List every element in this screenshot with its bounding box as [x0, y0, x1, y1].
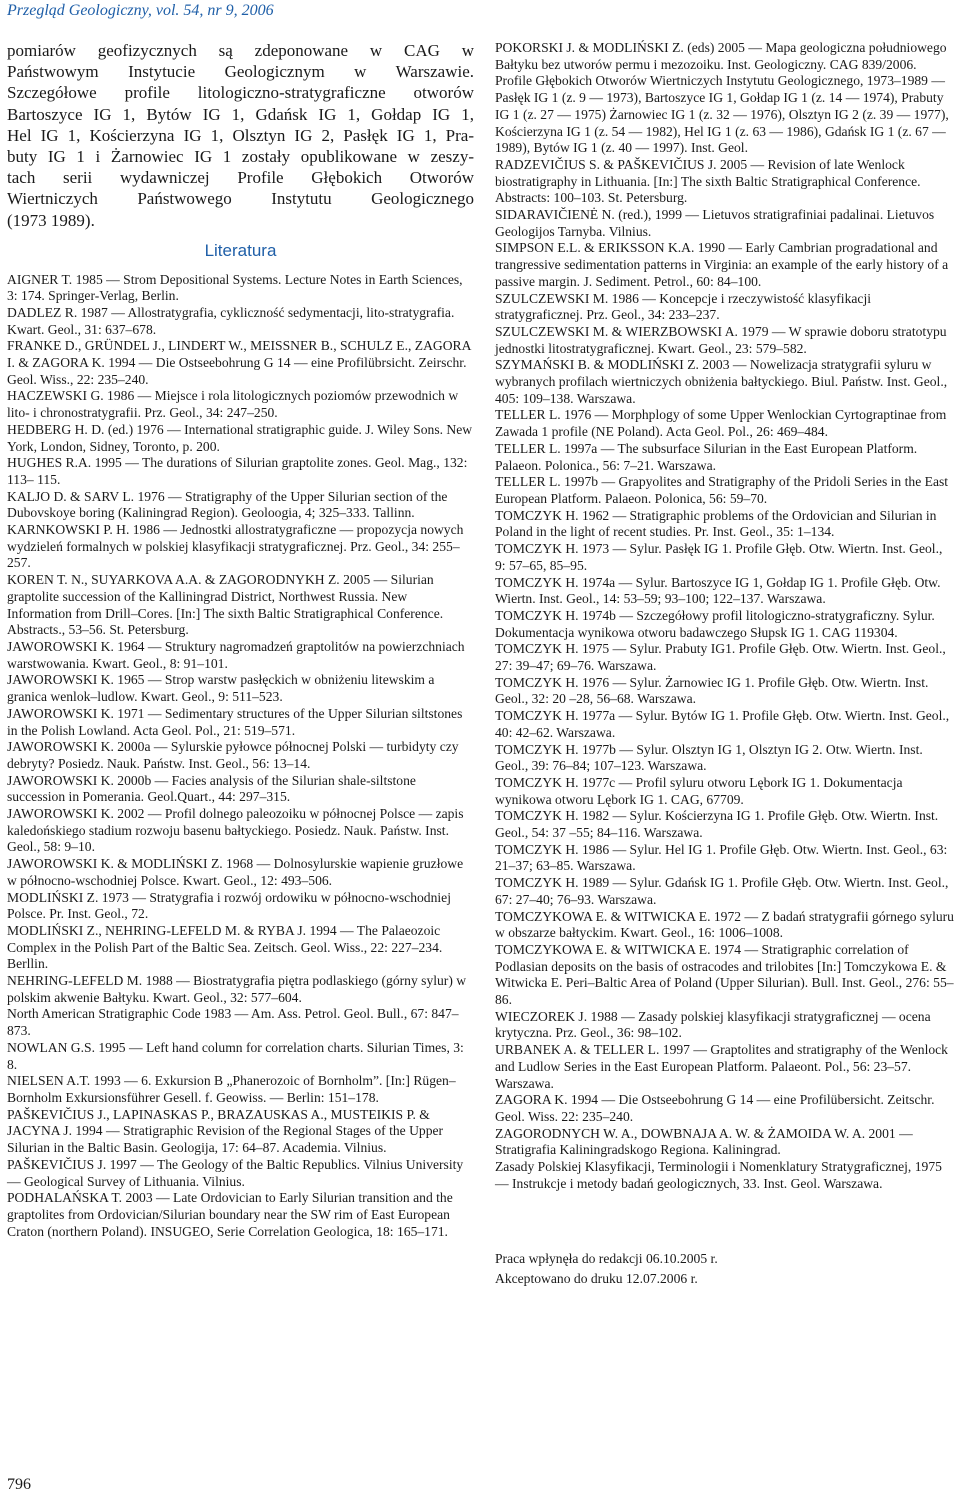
intro-line: buty IG 1 i Żarnowiec IG 1 zostały opublikowane w zeszy-: [7, 147, 474, 167]
running-header: Przegląd Geologiczny, vol. 54, nr 9, 2006: [7, 2, 274, 19]
reference-entry: JAWOROWSKI K. 2000a — Sylurskie pyłowce północnej Polski — turbidyty czy debryty? Posiedz. Nauk. Państw. Inst. Geol., 56: 13–14.: [7, 739, 459, 771]
intro-line: Wiertniczych Państwowego Instytutu Geologicznego: [7, 189, 474, 209]
reference-entry: KALJO D. & SARV L. 1976 — Stratigraphy of the Upper Silurian section of the Dubovskoye boring (Kaliningrad Region). Geoloogia, 4; 325–333. Tallinn.: [7, 488, 448, 521]
reference-entry: TOMCZYKOWA E. & WITWICKA E. 1972 — Z badań stratygrafii górnego syluru w obszarze bałtyckim. Kwart. Geol., 16: 1006–1008.: [495, 908, 954, 941]
reference-entry: SZULCZEWSKI M. 1986 — Koncepcje i rzeczywistość klasyfikacji stratygraficznej. Prz. Geol., 34: 233–237.: [495, 290, 871, 323]
page-number: 796: [7, 1476, 31, 1493]
intro-line: Państwowym Instytucie Geologicznym w Warszawie.: [7, 62, 474, 82]
reference-entry: TOMCZYK H. 1989 — Sylur. Gdańsk IG 1. Profile Głęb. Otw. Wiertn. Inst. Geol., 67: 27–40; 76–93. Warszawa.: [495, 875, 949, 907]
reference-entry: TELLER L. 1997a — The subsurface Silurian in the East European Platform. Palaeon. Polonica., 56: 7–21. Warszawa.: [495, 440, 918, 473]
reference-entry: TOMCZYK H. 1974a — Sylur. Bartoszyce IG 1, Gołdap IG 1. Profile Głęb. Otw. Wiertn. Inst. Geol., 14: 53–59; 93–100; 122–137. Warszawa.: [495, 574, 941, 607]
reference-entry: ZAGORA K. 1994 — Die Ostseebohrung G 14 — eine Profilübersicht. Zeitschr. Geol. Wiss. 22: 235–240.: [495, 1092, 935, 1124]
reference-entry: NEHRING-LEFELD M. 1988 — Biostratygrafia piętra podlaskiego (górny sylur) w polskim akwenie Bałtyku. Kwart. Geol., 32: 577–604.: [7, 973, 467, 1005]
reference-entry: TOMCZYK H. 1977a — Sylur. Bytów IG 1. Profile Głęb. Otw. Wiertn. Inst. Geol., 40: 42–62. Warszawa.: [495, 708, 950, 740]
reference-entry: PODHALAŃSKA T. 2003 — Late Ordovician to Early Silurian transition and the graptolites from Ordovician/Silurian boundary near the SW rim of East European Craton (northern Poland). INSUGEO, Serie Correlation Geologica, 18: 165–171.: [7, 1190, 453, 1239]
reference-entry: URBANEK A. & TELLER L. 1997 — Graptolites and stratigraphy of the Wenlock and Ludlow Series in the East European Platform. Palaeont. Pol., 56: 23–57. Warszawa.: [495, 1042, 948, 1091]
reference-entry: MODLIŃSKI Z., NEHRING-LEFELD M. & RYBA J. 1994 — The Palaeozoic Complex in the Polish Part of the Baltic Sea. Zeitsch. Geol. Wiss., 22: 227–234. Berllin.: [7, 922, 443, 972]
received-note: Praca wpłynęła do redakcji 06.10.2005 r.: [495, 1250, 718, 1266]
intro-line: (1973 1989).: [7, 210, 95, 230]
reference-list-left: [7, 272, 474, 1241]
reference-entry: TOMCZYK H. 1973 — Sylur. Pasłęk IG 1. Profile Głęb. Otw. Wiertn. Inst. Geol., 9: 57–65, 85–95.: [495, 541, 943, 573]
reference-entry: JAWOROWSKI K. & MODLIŃSKI Z. 1968 — Dolnosylurskie wapienie gruzłowe w północno-wschodniej Polsce. Kwart. Geol., 12: 493–506.: [7, 856, 464, 888]
reference-entry: TELLER L. 1997b — Grapyolites and Stratigraphy of the Pridoli Series in the East European Platform. Palaeon. Polonica, 56: 59–70.: [495, 474, 949, 506]
reference-entry: Zasady Polskiej Klasyfikacji, Terminologii i Nomenklatury Stratygraficznej, 1975 — Instrukcje i metody badań geologicznych, 33. Inst. Geol. Warszawa.: [495, 1159, 942, 1191]
reference-entry: TOMCZYK H. 1976 — Sylur. Żarnowiec IG 1. Profile Głęb. Otw. Wiertn. Inst. Geol., 32: 20 –28, 56–68. Warszawa.: [495, 674, 929, 707]
reference-entry: HEDBERG H. D. (ed.) 1976 — International stratigraphic guide. J. Wiley Sons. New York, London, Sidney, Toronto, p. 200.: [7, 421, 473, 454]
reference-entry: PAŠKEVIČIUS J. 1997 — The Geology of the Baltic Republics. Vilnius University — Geological Survey of Lithuania. Vilnius.: [7, 1156, 464, 1189]
reference-entry: MODLIŃSKI Z. 1973 — Stratygrafia i rozwój ordowiku w północno-wschodniej Polsce. Pr. Inst. Geol., 72.: [7, 889, 451, 922]
reference-entry: RADZEVIČIUS S. & PAŠKEVIČIUS J. 2005 — Revision of late Wenlock biostratigraphy in Lithuania. [In:] The sixth Baltic Stratigraphical Conference. Abstracts: 100–103. St. Petersburg.: [495, 156, 921, 206]
reference-entry: WIECZOREK J. 1988 — Zasady polskiej klasyfikacji stratygraficznej — ocena krytyczna. Prz. Geol., 36: 98–102.: [495, 1008, 931, 1041]
intro-line: Bartoszyce IG 1, Bytów IG 1, Gdańsk IG 1, Gołdap IG 1,: [7, 104, 474, 124]
intro-line: pomiarów geofizycznych są zdeponowane w CAG w: [7, 41, 474, 60]
right-column: [495, 40, 954, 1289]
reference-entry: TOMCZYK H. 1977b — Sylur. Olsztyn IG 1, Olsztyn IG 2. Otw. Wiertn. Inst. Geol., 39: 76–84; 107–123. Warszawa.: [495, 741, 923, 774]
reference-entry: SZULCZEWSKI M. & WIERZBOWSKI A. 1979 — W sprawie doboru stratotypu jednostki litostratygraficznej. Kwart. Geol., 23: 579–582.: [495, 323, 947, 356]
reference-entry: DADLEZ R. 1987 — Allostratygrafia, cykliczność sedymentacji, lito-stratygrafia. Kwart. Geol., 31: 637–678.: [7, 304, 455, 337]
reference-list-right: [495, 40, 954, 1193]
reference-entry: TOMCZYK H. 1977c — Profil syluru otworu Lębork IG 1. Dokumentacja wynikowa otworu Lębork IG 1. CAG, 67709.: [495, 774, 903, 807]
reference-entry: FRANKE D., GRÜNDEL J., LINDERT W., MEISSNER B., SCHULZ E., ZAGORA I. & ZAGORA K. 1994 — Die Ostseebohrung G 14 — eine Profilübrsicht. Zeirschr. Geol. Wiss., 22: 235–240.: [7, 338, 471, 387]
reference-entry: JAWOROWSKI K. 1964 — Struktury nagromadzeń graptolitów na powierzchniach warstwowania. Kwart. Geol., 8: 91–101.: [7, 639, 465, 671]
intro-paragraph: [7, 40, 474, 231]
reference-entry: JAWOROWSKI K. 1971 — Sedimentary structures of the Upper Silurian siltstones in the Polish Lowland. Acta Geol. Pol., 21: 519–571.: [7, 705, 463, 738]
reference-entry: HACZEWSKI G. 1986 — Miejsce i rola litologicznych poziomów przewodnich w lito- i chronostratygrafii. Prz. Geol., 34: 247–250.: [7, 388, 459, 421]
reference-entry: TOMCZYK H. 1975 — Sylur. Prabuty IG1. Profile Głęb. Otw. Wiertn. Inst. Geol., 27: 39–47; 69–76. Warszawa.: [495, 641, 946, 674]
reference-entry: TOMCZYK H. 1982 — Sylur. Kościerzyna IG 1. Profile Głęb. Otw. Wiertn. Inst. Geol., 54: 37 –55; 84–116. Warszawa.: [495, 808, 939, 841]
editorial-notes: [495, 1249, 954, 1289]
reference-entry: Profile Głębokich Otworów Wiertniczych Instytutu Geologicznego, 1973–1989 — Pasłęk IG 1 (z. 9 — 1973), Bartoszyce IG 1, Gołdap IG 1 (z. 14 — 1974), Prabuty IG 1 (z. 27 — 1975) Żarnowiec IG 1 (z. 32 — 1976), Olsztyn IG 2 (z. 39 — 1977), Kościerzyna IG 1 (z. 54 — 1982), Hel IG 1 (z. 63 — 1986), Gdańsk IG 1 (z. 67 — 1989), Bytów IG 1 (z. 40 — 1997). Inst. Geol.: [495, 73, 949, 156]
reference-entry: North American Stratigraphic Code 1983 — Am. Ass. Petrol. Geol. Bull., 67: 847–873.: [7, 1006, 459, 1039]
left-column: [7, 40, 474, 1240]
intro-line: Szczegółowe profile litologiczno-stratygraficzne otworów: [7, 83, 474, 103]
reference-entry: TOMCZYKOWA E. & WITWICKA E. 1974 — Stratigraphic correlation of Podlasian deposits on the basis of ostracodes and trilobites [In:] Tomczykowa E. & Witwicka E. Peri–Baltic Area of Poland (Upper Silurian). Bull. Inst. Geol., 276: 55–86.: [495, 941, 954, 1008]
reference-entry: ZAGORODNYCH W. A., DOWBNAJA A. W. & ŻAMOIDA W. A. 2001 — Stratigrafia Kaliningradskogo Regiona. Kaliningrad.: [495, 1125, 913, 1158]
accepted-note: Akceptowano do druku 12.07.2006 r.: [495, 1270, 698, 1286]
reference-entry: HUGHES R.A. 1995 — The durations of Silurian graptolite zones. Geol. Mag., 132: 113– 115.: [7, 455, 468, 487]
reference-entry: TELLER L. 1976 — Morphplogy of some Upper Wenlockian Cyrtograptinae from Zawada 1 profile (NE Poland). Acta Geol. Pol., 26: 469–484.: [495, 407, 947, 440]
intro-line: tach serii wydawniczej Profile Głębokich Otworów: [7, 168, 474, 188]
reference-entry: AIGNER T. 1985 — Strom Depositional Systems. Lecture Notes in Earth Sciences, 3: 174. Springer-Verlag, Berlin.: [7, 271, 463, 304]
reference-entry: TOMCZYK H. 1986 — Sylur. Hel IG 1. Profile Głęb. Otw. Wiertn. Inst. Geol., 63: 21–37; 63–85. Warszawa.: [495, 841, 948, 874]
intro-line: Hel IG 1, Kościerzyna IG 1, Olsztyn IG 2, Pasłęk IG 1, Pra-: [7, 125, 474, 145]
reference-entry: KOREN T. N., SUYARKOVA A.A. & ZAGORODNYKH Z. 2005 — Silurian graptolite succession of the Kalliningrad District, Northwest Russia. New Information from Drill–Cores. [In:] The sixth Baltic Stratigraphical Conference. Abstracts., 53–56. St. Petersburg.: [7, 572, 444, 638]
reference-entry: PAŠKEVIČIUS J., LAPINASKAS P., BRAZAUSKAS A., MUSTEIKIS P. & JACYNA J. 1994 — Stratigraphic Revision of the Regional Stages of the Upper Silurian in the Baltic Basin. Geologija, 17: 64–87. Academia. Vilnius.: [7, 1106, 444, 1156]
reference-entry: SZYMAŃSKI B. & MODLIŃSKI Z. 2003 — Nowelizacja stratygrafii syluru w wybranych profilach wiertniczych obniżenia bałtyckiego. Biul. Państw. Inst. Geol., 405: 109–138. Warszawa.: [495, 357, 948, 406]
reference-entry: SIMPSON E.L. & ERIKSSON K.A. 1990 — Early Cambrian progradational and trangressive sedimentation patterns in Virginia: an example of the early history of a passive margin. J. Sediment. Petrol., 60: 84–100.: [495, 240, 949, 289]
reference-entry: JAWOROWSKI K. 1965 — Strop warstw pasłęckich w obniżeniu litewskim a granica wenlok–ludlow. Kwart. Geol., 9: 511–523.: [7, 672, 435, 705]
reference-entry: JAWOROWSKI K. 2002 — Profil dolnego paleozoiku w północnej Polsce — zapis kaledońskiego stadium rozwoju basenu bałtyckiego. Posiedz. Nauk. Państw. Inst. Geol., 58: 9–10.: [7, 806, 464, 855]
reference-entry: KARNKOWSKI P. H. 1986 — Jednostki allostratygraficzne — propozycja nowych wydzieleń formalnych w polskiej klasyfikacji stratygraficznej. Prz. Geol., 34: 255–257.: [7, 522, 464, 571]
reference-entry: NOWLAN G.S. 1995 — Left hand column for correlation charts. Silurian Times, 3: 8.: [7, 1039, 464, 1072]
reference-entry: TOMCZYK H. 1974b — Szczegółowy profil litologiczno-stratygraficzny. Sylur. Dokumentacja wynikowa otworu badawczego Słupsk IG 1. CAG 119304.: [495, 607, 935, 640]
literature-heading: Literatura: [204, 240, 277, 260]
reference-entry: NIELSEN A.T. 1993 — 6. Exkursion B „Phanerozoic of Bornholm”. [In:] Rügen–Bornholm Exkursionsführer Gesell. f. Geowiss. — Berlin: 151–178.: [7, 1073, 456, 1105]
reference-entry: SIDARAVIČIENĖ N. (red.), 1999 — Lietuvos stratigrafiniai padalinai. Lietuvos Geologijos Tarnyba. Vilnius.: [495, 207, 935, 239]
reference-entry: TOMCZYK H. 1962 — Stratigraphic problems of the Ordovician and Silurian in Poland in the light of recent studies. Pr. Inst. Geol., 35: 1–134.: [495, 507, 937, 540]
reference-entry: POKORSKI J. & MODLIŃSKI Z. (eds) 2005 — Mapa geologiczna południowego Bałtyku bez utworów permu i mezozoiku. Inst. Geologiczny. CAG 839/2006.: [495, 40, 947, 72]
reference-entry: JAWOROWSKI K. 2000b — Facies analysis of the Silurian shale-siltstone succession in Pomerania. Geol.Quart., 44: 297–315.: [7, 772, 416, 805]
